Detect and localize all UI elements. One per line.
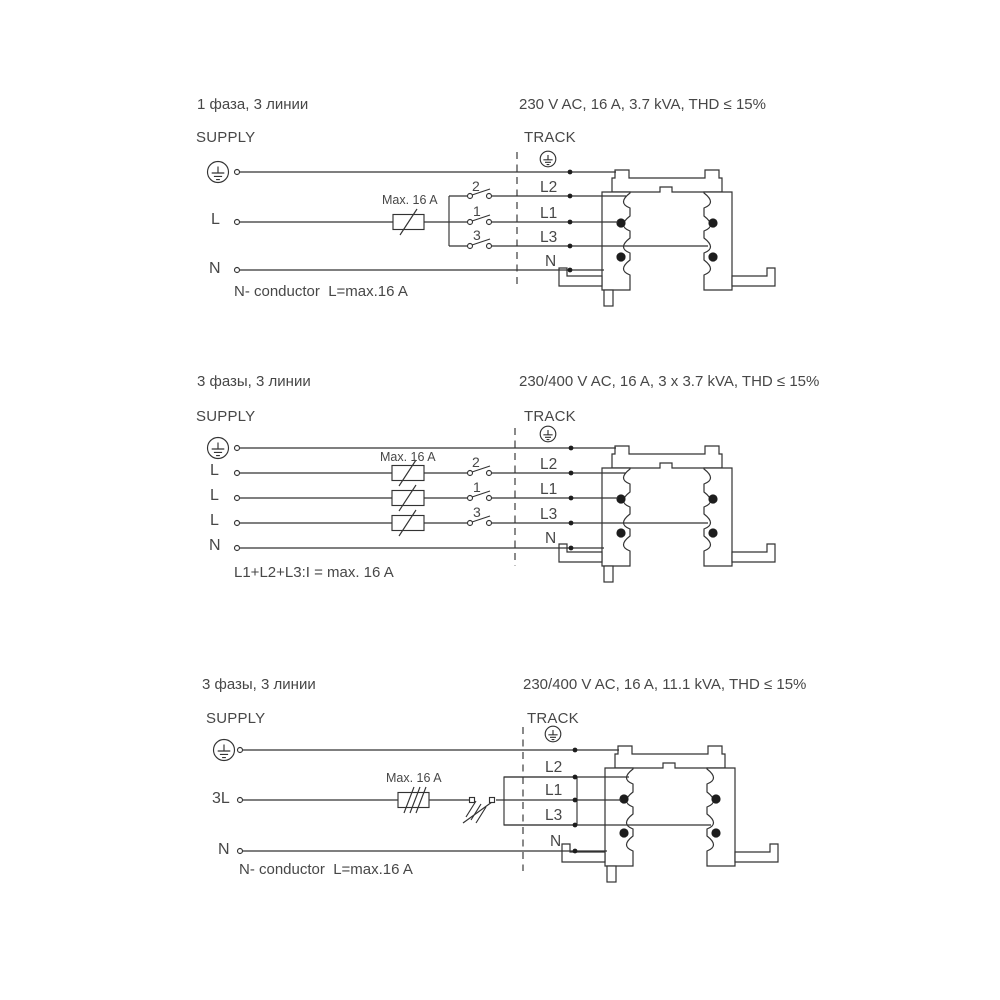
supply-line-label: L xyxy=(210,512,219,529)
switch-number: 2 xyxy=(472,178,480,194)
diagram2-specs: 230/400 V AC, 16 A, 3 x 3.7 kVA, THD ≤ 15% xyxy=(519,373,820,390)
fuse-symbols xyxy=(392,460,424,536)
junction-dots xyxy=(573,748,578,854)
supply-line-label: L xyxy=(211,211,220,228)
track-line-label: N xyxy=(545,253,557,270)
fuse-symbol xyxy=(393,209,424,235)
switch-number: 3 xyxy=(473,227,481,243)
fuse-rating-label: Max. 16 A xyxy=(380,450,436,464)
track-line-label: L3 xyxy=(540,229,558,246)
supply-line-label: L xyxy=(210,462,219,479)
track-line-label: L2 xyxy=(545,759,563,776)
conductor-note: N- conductor L=max.16 A xyxy=(239,861,413,878)
track-heading: TRACK xyxy=(524,129,576,146)
supply-line-label: N xyxy=(209,260,221,277)
earth-ground-icon xyxy=(540,151,556,167)
diagram2-title: 3 фазы, 3 линии xyxy=(197,373,311,390)
track-line-label: L1 xyxy=(545,782,563,799)
earth-ground-icon xyxy=(208,162,229,183)
track-line-label: L1 xyxy=(540,481,558,498)
earth-ground-icon xyxy=(214,740,235,761)
fuse-rating-label: Max. 16 A xyxy=(382,193,438,207)
phase-split-box xyxy=(504,777,577,825)
switch-symbol xyxy=(463,798,495,824)
switch-number: 3 xyxy=(473,504,481,520)
track-line-label: N xyxy=(545,530,557,547)
switch-number: 1 xyxy=(473,203,481,219)
track-line-label: L1 xyxy=(540,205,558,222)
track-profile-drawing xyxy=(559,446,775,582)
switch-number: 2 xyxy=(472,454,480,470)
supply-line-label: N xyxy=(209,537,221,554)
diagram1-title: 1 фаза, 3 линии xyxy=(197,96,309,113)
supply-heading: SUPPLY xyxy=(196,408,256,425)
supply-line-label: L xyxy=(210,487,219,504)
track-line-label: N xyxy=(550,833,562,850)
supply-terminals xyxy=(235,170,240,273)
track-heading: TRACK xyxy=(524,408,576,425)
earth-ground-icon xyxy=(208,438,229,459)
diagram3-title: 3 фазы, 3 линии xyxy=(202,676,316,693)
earth-ground-icon xyxy=(545,726,561,742)
conductor-note: N- conductor L=max.16 A xyxy=(234,283,408,300)
track-profile-drawing xyxy=(562,746,778,882)
diagram3-circuit xyxy=(214,726,779,882)
fuse-symbol xyxy=(398,787,429,813)
track-heading: TRACK xyxy=(527,710,579,727)
junction-dots xyxy=(568,170,573,273)
track-profile-drawing xyxy=(559,170,775,306)
load-note: L1+L2+L3:I = max. 16 A xyxy=(234,564,394,581)
track-line-label: L2 xyxy=(540,179,558,196)
track-line-label: L2 xyxy=(540,456,558,473)
diagram2-circuit xyxy=(208,426,776,582)
fuse-rating-label: Max. 16 A xyxy=(386,771,442,785)
diagram1-specs: 230 V AC, 16 A, 3.7 kVA, THD ≤ 15% xyxy=(519,96,766,113)
diagram3-specs: 230/400 V AC, 16 A, 11.1 kVA, THD ≤ 15% xyxy=(523,676,807,693)
junction-dots xyxy=(569,446,574,551)
supply-line-label: 3L xyxy=(212,790,230,807)
earth-ground-icon xyxy=(540,426,556,442)
track-line-label: L3 xyxy=(540,506,558,523)
switch-number: 1 xyxy=(473,479,481,495)
supply-terminals xyxy=(235,446,240,551)
supply-terminals xyxy=(238,748,243,854)
track-line-label: L3 xyxy=(545,807,563,824)
supply-heading: SUPPLY xyxy=(196,129,256,146)
supply-line-label: N xyxy=(218,841,230,858)
supply-heading: SUPPLY xyxy=(206,710,266,727)
